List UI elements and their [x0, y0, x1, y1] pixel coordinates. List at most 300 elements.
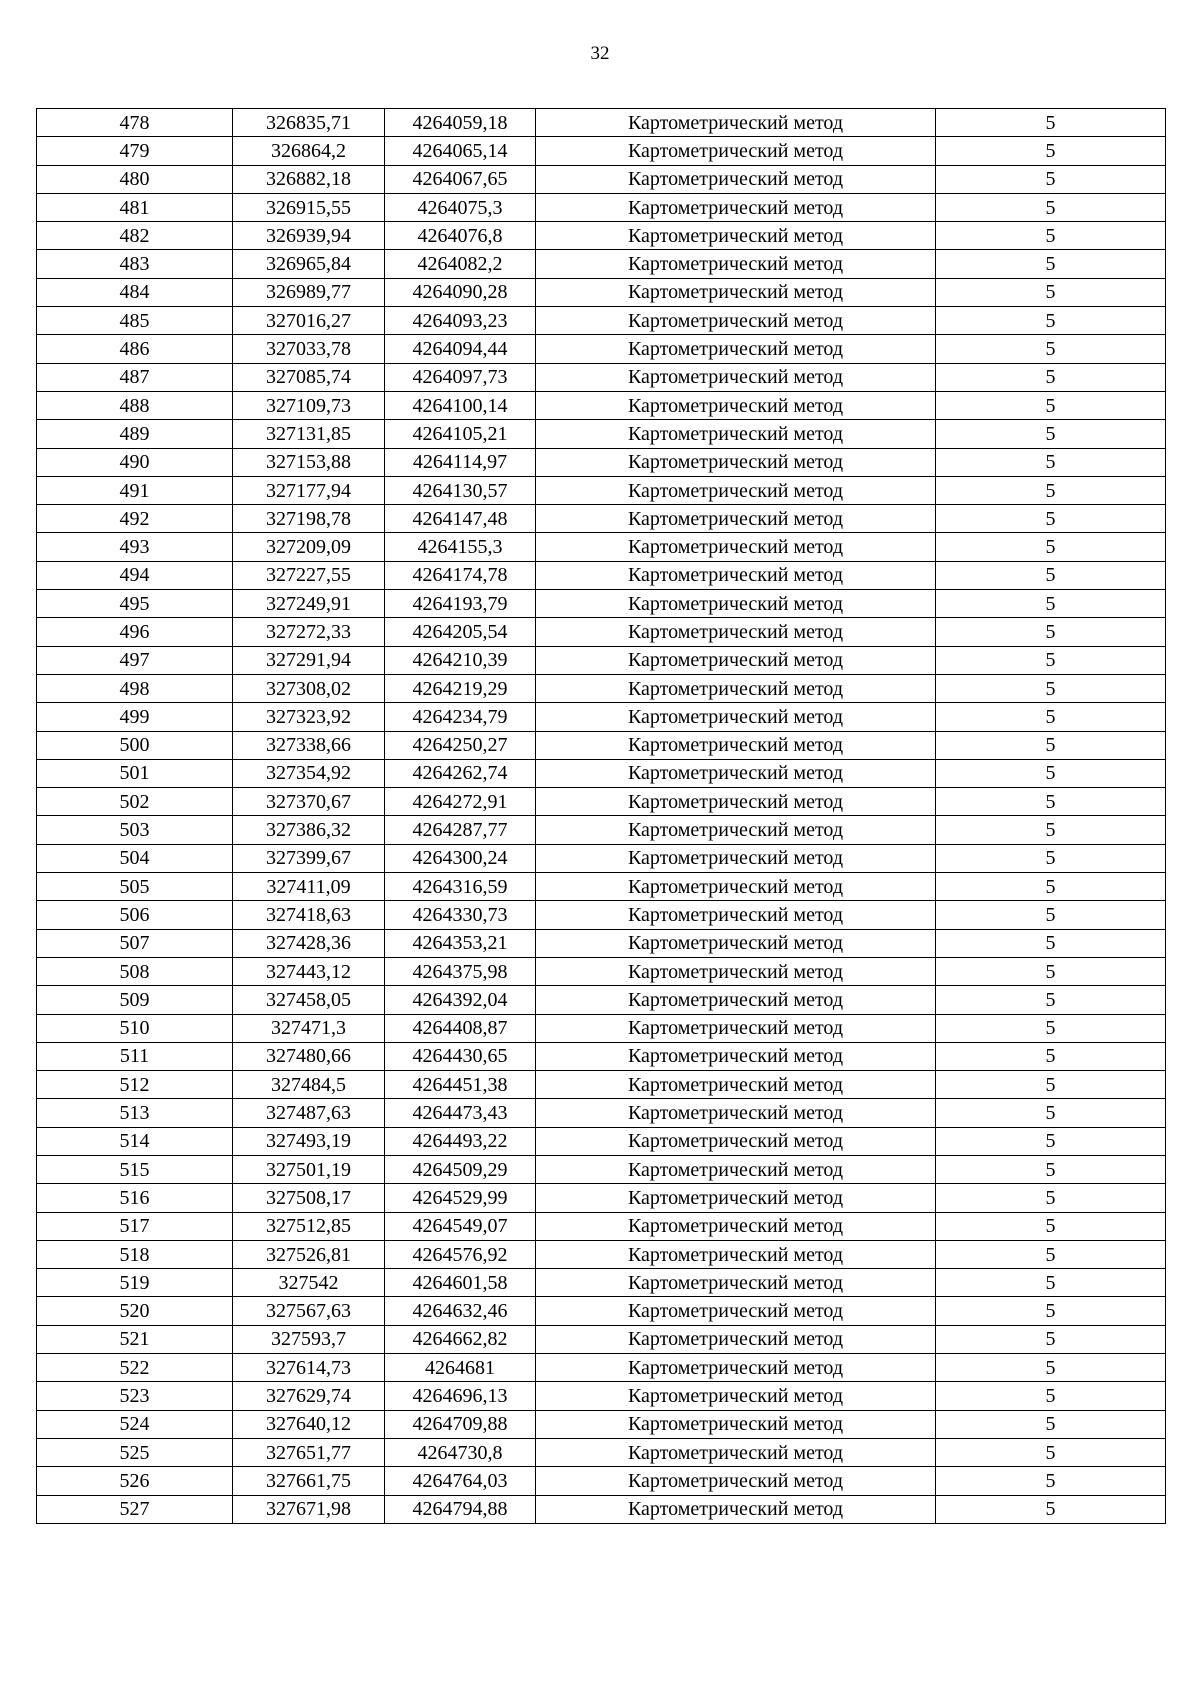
method-cell: Картометрический метод	[536, 646, 936, 674]
y-coordinate-cell: 4264375,98	[385, 957, 536, 985]
table-row	[37, 533, 1166, 561]
point-number-cell: 499	[37, 703, 233, 731]
y-coordinate-cell: 4264094,44	[385, 335, 536, 363]
method-cell: Картометрический метод	[536, 618, 936, 646]
point-number-cell: 483	[37, 250, 233, 278]
point-number-cell: 482	[37, 222, 233, 250]
point-number-cell: 521	[37, 1325, 233, 1353]
point-number-cell: 506	[37, 901, 233, 929]
table-row	[37, 674, 1166, 702]
x-coordinate-cell: 327542	[233, 1269, 385, 1297]
table-row	[37, 1297, 1166, 1325]
point-number-cell: 508	[37, 957, 233, 985]
accuracy-cell: 5	[936, 1382, 1166, 1410]
table-row	[37, 816, 1166, 844]
x-coordinate-cell: 327198,78	[233, 505, 385, 533]
x-coordinate-cell: 327512,85	[233, 1212, 385, 1240]
y-coordinate-cell: 4264509,29	[385, 1155, 536, 1183]
point-number-cell: 486	[37, 335, 233, 363]
method-cell: Картометрический метод	[536, 391, 936, 419]
y-coordinate-cell: 4264076,8	[385, 222, 536, 250]
x-coordinate-cell: 327249,91	[233, 590, 385, 618]
method-cell: Картометрический метод	[536, 250, 936, 278]
y-coordinate-cell: 4264205,54	[385, 618, 536, 646]
x-coordinate-cell: 327308,02	[233, 674, 385, 702]
accuracy-cell: 5	[936, 873, 1166, 901]
point-number-cell: 526	[37, 1467, 233, 1495]
method-cell: Картометрический метод	[536, 109, 936, 137]
method-cell: Картометрический метод	[536, 533, 936, 561]
table-row	[37, 476, 1166, 504]
table-row	[37, 1014, 1166, 1042]
point-number-cell: 502	[37, 788, 233, 816]
accuracy-cell: 5	[936, 1325, 1166, 1353]
point-number-cell: 513	[37, 1099, 233, 1127]
x-coordinate-cell: 326882,18	[233, 165, 385, 193]
y-coordinate-cell: 4264794,88	[385, 1495, 536, 1523]
y-coordinate-cell: 4264090,28	[385, 278, 536, 306]
point-number-cell: 497	[37, 646, 233, 674]
table-row	[37, 561, 1166, 589]
point-number-cell: 505	[37, 873, 233, 901]
table-row	[37, 844, 1166, 872]
x-coordinate-cell: 327614,73	[233, 1354, 385, 1382]
y-coordinate-cell: 4264193,79	[385, 590, 536, 618]
y-coordinate-cell: 4264114,97	[385, 448, 536, 476]
method-cell: Картометрический метод	[536, 1325, 936, 1353]
accuracy-cell: 5	[936, 137, 1166, 165]
y-coordinate-cell: 4264662,82	[385, 1325, 536, 1353]
method-cell: Картометрический метод	[536, 1269, 936, 1297]
y-coordinate-cell: 4264392,04	[385, 986, 536, 1014]
y-coordinate-cell: 4264576,92	[385, 1240, 536, 1268]
x-coordinate-cell: 327109,73	[233, 391, 385, 419]
y-coordinate-cell: 4264330,73	[385, 901, 536, 929]
y-coordinate-cell: 4264287,77	[385, 816, 536, 844]
accuracy-cell: 5	[936, 731, 1166, 759]
table-row	[37, 448, 1166, 476]
x-coordinate-cell: 326965,84	[233, 250, 385, 278]
page-number: 32	[590, 43, 610, 64]
x-coordinate-cell: 327487,63	[233, 1099, 385, 1127]
x-coordinate-cell: 327323,92	[233, 703, 385, 731]
table-row	[37, 109, 1166, 137]
point-number-cell: 491	[37, 476, 233, 504]
method-cell: Картометрический метод	[536, 986, 936, 1014]
table-row	[37, 222, 1166, 250]
table-row	[37, 957, 1166, 985]
accuracy-cell: 5	[936, 109, 1166, 137]
method-cell: Картометрический метод	[536, 1184, 936, 1212]
point-number-cell: 523	[37, 1382, 233, 1410]
table-row	[37, 731, 1166, 759]
coordinates-table	[36, 108, 1166, 1524]
y-coordinate-cell: 4264155,3	[385, 533, 536, 561]
y-coordinate-cell: 4264234,79	[385, 703, 536, 731]
y-coordinate-cell: 4264764,03	[385, 1467, 536, 1495]
accuracy-cell: 5	[936, 703, 1166, 731]
x-coordinate-cell: 327593,7	[233, 1325, 385, 1353]
point-number-cell: 522	[37, 1354, 233, 1382]
method-cell: Картометрический метод	[536, 873, 936, 901]
y-coordinate-cell: 4264130,57	[385, 476, 536, 504]
x-coordinate-cell: 327651,77	[233, 1438, 385, 1466]
x-coordinate-cell: 327354,92	[233, 759, 385, 787]
accuracy-cell: 5	[936, 844, 1166, 872]
method-cell: Картометрический метод	[536, 929, 936, 957]
table-row	[37, 929, 1166, 957]
y-coordinate-cell: 4264174,78	[385, 561, 536, 589]
table-row	[37, 391, 1166, 419]
method-cell: Картометрический метод	[536, 1410, 936, 1438]
point-number-cell: 510	[37, 1014, 233, 1042]
method-cell: Картометрический метод	[536, 165, 936, 193]
accuracy-cell: 5	[936, 1014, 1166, 1042]
accuracy-cell: 5	[936, 476, 1166, 504]
method-cell: Картометрический метод	[536, 901, 936, 929]
accuracy-cell: 5	[936, 1071, 1166, 1099]
accuracy-cell: 5	[936, 363, 1166, 391]
x-coordinate-cell: 327501,19	[233, 1155, 385, 1183]
y-coordinate-cell: 4264493,22	[385, 1127, 536, 1155]
x-coordinate-cell: 326864,2	[233, 137, 385, 165]
accuracy-cell: 5	[936, 278, 1166, 306]
y-coordinate-cell: 4264681	[385, 1354, 536, 1382]
method-cell: Картометрический метод	[536, 1212, 936, 1240]
y-coordinate-cell: 4264075,3	[385, 193, 536, 221]
accuracy-cell: 5	[936, 222, 1166, 250]
point-number-cell: 515	[37, 1155, 233, 1183]
x-coordinate-cell: 327471,3	[233, 1014, 385, 1042]
y-coordinate-cell: 4264100,14	[385, 391, 536, 419]
accuracy-cell: 5	[936, 1269, 1166, 1297]
point-number-cell: 516	[37, 1184, 233, 1212]
y-coordinate-cell: 4264632,46	[385, 1297, 536, 1325]
table-row	[37, 193, 1166, 221]
y-coordinate-cell: 4264219,29	[385, 674, 536, 702]
accuracy-cell: 5	[936, 1212, 1166, 1240]
point-number-cell: 507	[37, 929, 233, 957]
table-row	[37, 788, 1166, 816]
table-row	[37, 759, 1166, 787]
x-coordinate-cell: 327418,63	[233, 901, 385, 929]
accuracy-cell: 5	[936, 1297, 1166, 1325]
table-row	[37, 165, 1166, 193]
table-row	[37, 1438, 1166, 1466]
accuracy-cell: 5	[936, 335, 1166, 363]
point-number-cell: 493	[37, 533, 233, 561]
accuracy-cell: 5	[936, 505, 1166, 533]
table-row	[37, 363, 1166, 391]
x-coordinate-cell: 327411,09	[233, 873, 385, 901]
method-cell: Картометрический метод	[536, 448, 936, 476]
point-number-cell: 489	[37, 420, 233, 448]
accuracy-cell: 5	[936, 1495, 1166, 1523]
x-coordinate-cell: 327016,27	[233, 307, 385, 335]
method-cell: Картометрический метод	[536, 307, 936, 335]
x-coordinate-cell: 327272,33	[233, 618, 385, 646]
table-row	[37, 420, 1166, 448]
x-coordinate-cell: 327338,66	[233, 731, 385, 759]
point-number-cell: 525	[37, 1438, 233, 1466]
method-cell: Картометрический метод	[536, 674, 936, 702]
method-cell: Картометрический метод	[536, 731, 936, 759]
x-coordinate-cell: 327661,75	[233, 1467, 385, 1495]
accuracy-cell: 5	[936, 1240, 1166, 1268]
y-coordinate-cell: 4264451,38	[385, 1071, 536, 1099]
accuracy-cell: 5	[936, 1410, 1166, 1438]
accuracy-cell: 5	[936, 1099, 1166, 1127]
method-cell: Картометрический метод	[536, 816, 936, 844]
y-coordinate-cell: 4264097,73	[385, 363, 536, 391]
table-row	[37, 646, 1166, 674]
y-coordinate-cell: 4264300,24	[385, 844, 536, 872]
method-cell: Картометрический метод	[536, 844, 936, 872]
table-row	[37, 307, 1166, 335]
point-number-cell: 480	[37, 165, 233, 193]
table-row	[37, 1071, 1166, 1099]
x-coordinate-cell: 327443,12	[233, 957, 385, 985]
coordinates-table-body	[37, 109, 1166, 1524]
x-coordinate-cell: 326835,71	[233, 109, 385, 137]
accuracy-cell: 5	[936, 250, 1166, 278]
accuracy-cell: 5	[936, 759, 1166, 787]
accuracy-cell: 5	[936, 901, 1166, 929]
table-row	[37, 1269, 1166, 1297]
table-row	[37, 1354, 1166, 1382]
y-coordinate-cell: 4264147,48	[385, 505, 536, 533]
x-coordinate-cell: 327428,36	[233, 929, 385, 957]
y-coordinate-cell: 4264250,27	[385, 731, 536, 759]
table-row	[37, 703, 1166, 731]
x-coordinate-cell: 326915,55	[233, 193, 385, 221]
accuracy-cell: 5	[936, 986, 1166, 1014]
accuracy-cell: 5	[936, 1354, 1166, 1382]
x-coordinate-cell: 326939,94	[233, 222, 385, 250]
method-cell: Картометрический метод	[536, 1042, 936, 1070]
x-coordinate-cell: 326989,77	[233, 278, 385, 306]
accuracy-cell: 5	[936, 1184, 1166, 1212]
accuracy-cell: 5	[936, 1042, 1166, 1070]
table-row	[37, 1240, 1166, 1268]
method-cell: Картометрический метод	[536, 1438, 936, 1466]
y-coordinate-cell: 4264210,39	[385, 646, 536, 674]
accuracy-cell: 5	[936, 1127, 1166, 1155]
accuracy-cell: 5	[936, 391, 1166, 419]
x-coordinate-cell: 327508,17	[233, 1184, 385, 1212]
table-row	[37, 873, 1166, 901]
table-row	[37, 335, 1166, 363]
accuracy-cell: 5	[936, 1438, 1166, 1466]
method-cell: Картометрический метод	[536, 703, 936, 731]
accuracy-cell: 5	[936, 533, 1166, 561]
x-coordinate-cell: 327209,09	[233, 533, 385, 561]
y-coordinate-cell: 4264272,91	[385, 788, 536, 816]
y-coordinate-cell: 4264408,87	[385, 1014, 536, 1042]
y-coordinate-cell: 4264696,13	[385, 1382, 536, 1410]
y-coordinate-cell: 4264316,59	[385, 873, 536, 901]
table-row	[37, 618, 1166, 646]
point-number-cell: 495	[37, 590, 233, 618]
point-number-cell: 504	[37, 844, 233, 872]
point-number-cell: 524	[37, 1410, 233, 1438]
point-number-cell: 501	[37, 759, 233, 787]
accuracy-cell: 5	[936, 816, 1166, 844]
x-coordinate-cell: 327227,55	[233, 561, 385, 589]
y-coordinate-cell: 4264353,21	[385, 929, 536, 957]
point-number-cell: 514	[37, 1127, 233, 1155]
table-row	[37, 1325, 1166, 1353]
point-number-cell: 490	[37, 448, 233, 476]
table-row	[37, 1495, 1166, 1523]
point-number-cell: 487	[37, 363, 233, 391]
table-row	[37, 901, 1166, 929]
accuracy-cell: 5	[936, 590, 1166, 618]
x-coordinate-cell: 327370,67	[233, 788, 385, 816]
method-cell: Картометрический метод	[536, 1382, 936, 1410]
point-number-cell: 479	[37, 137, 233, 165]
point-number-cell: 478	[37, 109, 233, 137]
method-cell: Картометрический метод	[536, 590, 936, 618]
x-coordinate-cell: 327153,88	[233, 448, 385, 476]
table-row	[37, 505, 1166, 533]
table-row	[37, 278, 1166, 306]
accuracy-cell: 5	[936, 307, 1166, 335]
accuracy-cell: 5	[936, 193, 1166, 221]
accuracy-cell: 5	[936, 788, 1166, 816]
method-cell: Картометрический метод	[536, 193, 936, 221]
accuracy-cell: 5	[936, 929, 1166, 957]
accuracy-cell: 5	[936, 618, 1166, 646]
method-cell: Картометрический метод	[536, 957, 936, 985]
method-cell: Картометрический метод	[536, 1014, 936, 1042]
method-cell: Картометрический метод	[536, 759, 936, 787]
point-number-cell: 503	[37, 816, 233, 844]
method-cell: Картометрический метод	[536, 278, 936, 306]
point-number-cell: 488	[37, 391, 233, 419]
point-number-cell: 500	[37, 731, 233, 759]
accuracy-cell: 5	[936, 420, 1166, 448]
x-coordinate-cell: 327484,5	[233, 1071, 385, 1099]
y-coordinate-cell: 4264473,43	[385, 1099, 536, 1127]
point-number-cell: 485	[37, 307, 233, 335]
y-coordinate-cell: 4264105,21	[385, 420, 536, 448]
method-cell: Картометрический метод	[536, 1155, 936, 1183]
table-row	[37, 250, 1166, 278]
x-coordinate-cell: 327085,74	[233, 363, 385, 391]
method-cell: Картометрический метод	[536, 561, 936, 589]
accuracy-cell: 5	[936, 1155, 1166, 1183]
method-cell: Картометрический метод	[536, 1467, 936, 1495]
point-number-cell: 498	[37, 674, 233, 702]
point-number-cell: 520	[37, 1297, 233, 1325]
y-coordinate-cell: 4264709,88	[385, 1410, 536, 1438]
x-coordinate-cell: 327629,74	[233, 1382, 385, 1410]
point-number-cell: 484	[37, 278, 233, 306]
table-row	[37, 1212, 1166, 1240]
method-cell: Картометрический метод	[536, 1071, 936, 1099]
point-number-cell: 509	[37, 986, 233, 1014]
method-cell: Картометрический метод	[536, 1240, 936, 1268]
point-number-cell: 517	[37, 1212, 233, 1240]
accuracy-cell: 5	[936, 957, 1166, 985]
point-number-cell: 527	[37, 1495, 233, 1523]
point-number-cell: 494	[37, 561, 233, 589]
point-number-cell: 512	[37, 1071, 233, 1099]
x-coordinate-cell: 327640,12	[233, 1410, 385, 1438]
method-cell: Картометрический метод	[536, 222, 936, 250]
table-row	[37, 1099, 1166, 1127]
y-coordinate-cell: 4264065,14	[385, 137, 536, 165]
method-cell: Картометрический метод	[536, 363, 936, 391]
y-coordinate-cell: 4264529,99	[385, 1184, 536, 1212]
point-number-cell: 519	[37, 1269, 233, 1297]
point-number-cell: 492	[37, 505, 233, 533]
x-coordinate-cell: 327033,78	[233, 335, 385, 363]
y-coordinate-cell: 4264262,74	[385, 759, 536, 787]
x-coordinate-cell: 327458,05	[233, 986, 385, 1014]
y-coordinate-cell: 4264082,2	[385, 250, 536, 278]
x-coordinate-cell: 327567,63	[233, 1297, 385, 1325]
x-coordinate-cell: 327671,98	[233, 1495, 385, 1523]
table-row	[37, 1127, 1166, 1155]
y-coordinate-cell: 4264059,18	[385, 109, 536, 137]
method-cell: Картометрический метод	[536, 420, 936, 448]
accuracy-cell: 5	[936, 674, 1166, 702]
y-coordinate-cell: 4264093,23	[385, 307, 536, 335]
table-row	[37, 137, 1166, 165]
point-number-cell: 496	[37, 618, 233, 646]
method-cell: Картометрический метод	[536, 505, 936, 533]
table-row	[37, 1155, 1166, 1183]
method-cell: Картометрический метод	[536, 1099, 936, 1127]
point-number-cell: 481	[37, 193, 233, 221]
table-row	[37, 1184, 1166, 1212]
method-cell: Картометрический метод	[536, 476, 936, 504]
table-row	[37, 986, 1166, 1014]
accuracy-cell: 5	[936, 561, 1166, 589]
table-row	[37, 590, 1166, 618]
table-row	[37, 1382, 1166, 1410]
x-coordinate-cell: 327386,32	[233, 816, 385, 844]
method-cell: Картометрический метод	[536, 137, 936, 165]
table-row	[37, 1410, 1166, 1438]
x-coordinate-cell: 327291,94	[233, 646, 385, 674]
y-coordinate-cell: 4264601,58	[385, 1269, 536, 1297]
method-cell: Картометрический метод	[536, 788, 936, 816]
accuracy-cell: 5	[936, 646, 1166, 674]
method-cell: Картометрический метод	[536, 335, 936, 363]
method-cell: Картометрический метод	[536, 1297, 936, 1325]
point-number-cell: 511	[37, 1042, 233, 1070]
x-coordinate-cell: 327131,85	[233, 420, 385, 448]
method-cell: Картометрический метод	[536, 1354, 936, 1382]
y-coordinate-cell: 4264549,07	[385, 1212, 536, 1240]
accuracy-cell: 5	[936, 165, 1166, 193]
x-coordinate-cell: 327493,19	[233, 1127, 385, 1155]
accuracy-cell: 5	[936, 1467, 1166, 1495]
y-coordinate-cell: 4264730,8	[385, 1438, 536, 1466]
table-row	[37, 1467, 1166, 1495]
method-cell: Картометрический метод	[536, 1127, 936, 1155]
x-coordinate-cell: 327526,81	[233, 1240, 385, 1268]
y-coordinate-cell: 4264067,65	[385, 165, 536, 193]
method-cell: Картометрический метод	[536, 1495, 936, 1523]
y-coordinate-cell: 4264430,65	[385, 1042, 536, 1070]
x-coordinate-cell: 327177,94	[233, 476, 385, 504]
table-row	[37, 1042, 1166, 1070]
x-coordinate-cell: 327480,66	[233, 1042, 385, 1070]
